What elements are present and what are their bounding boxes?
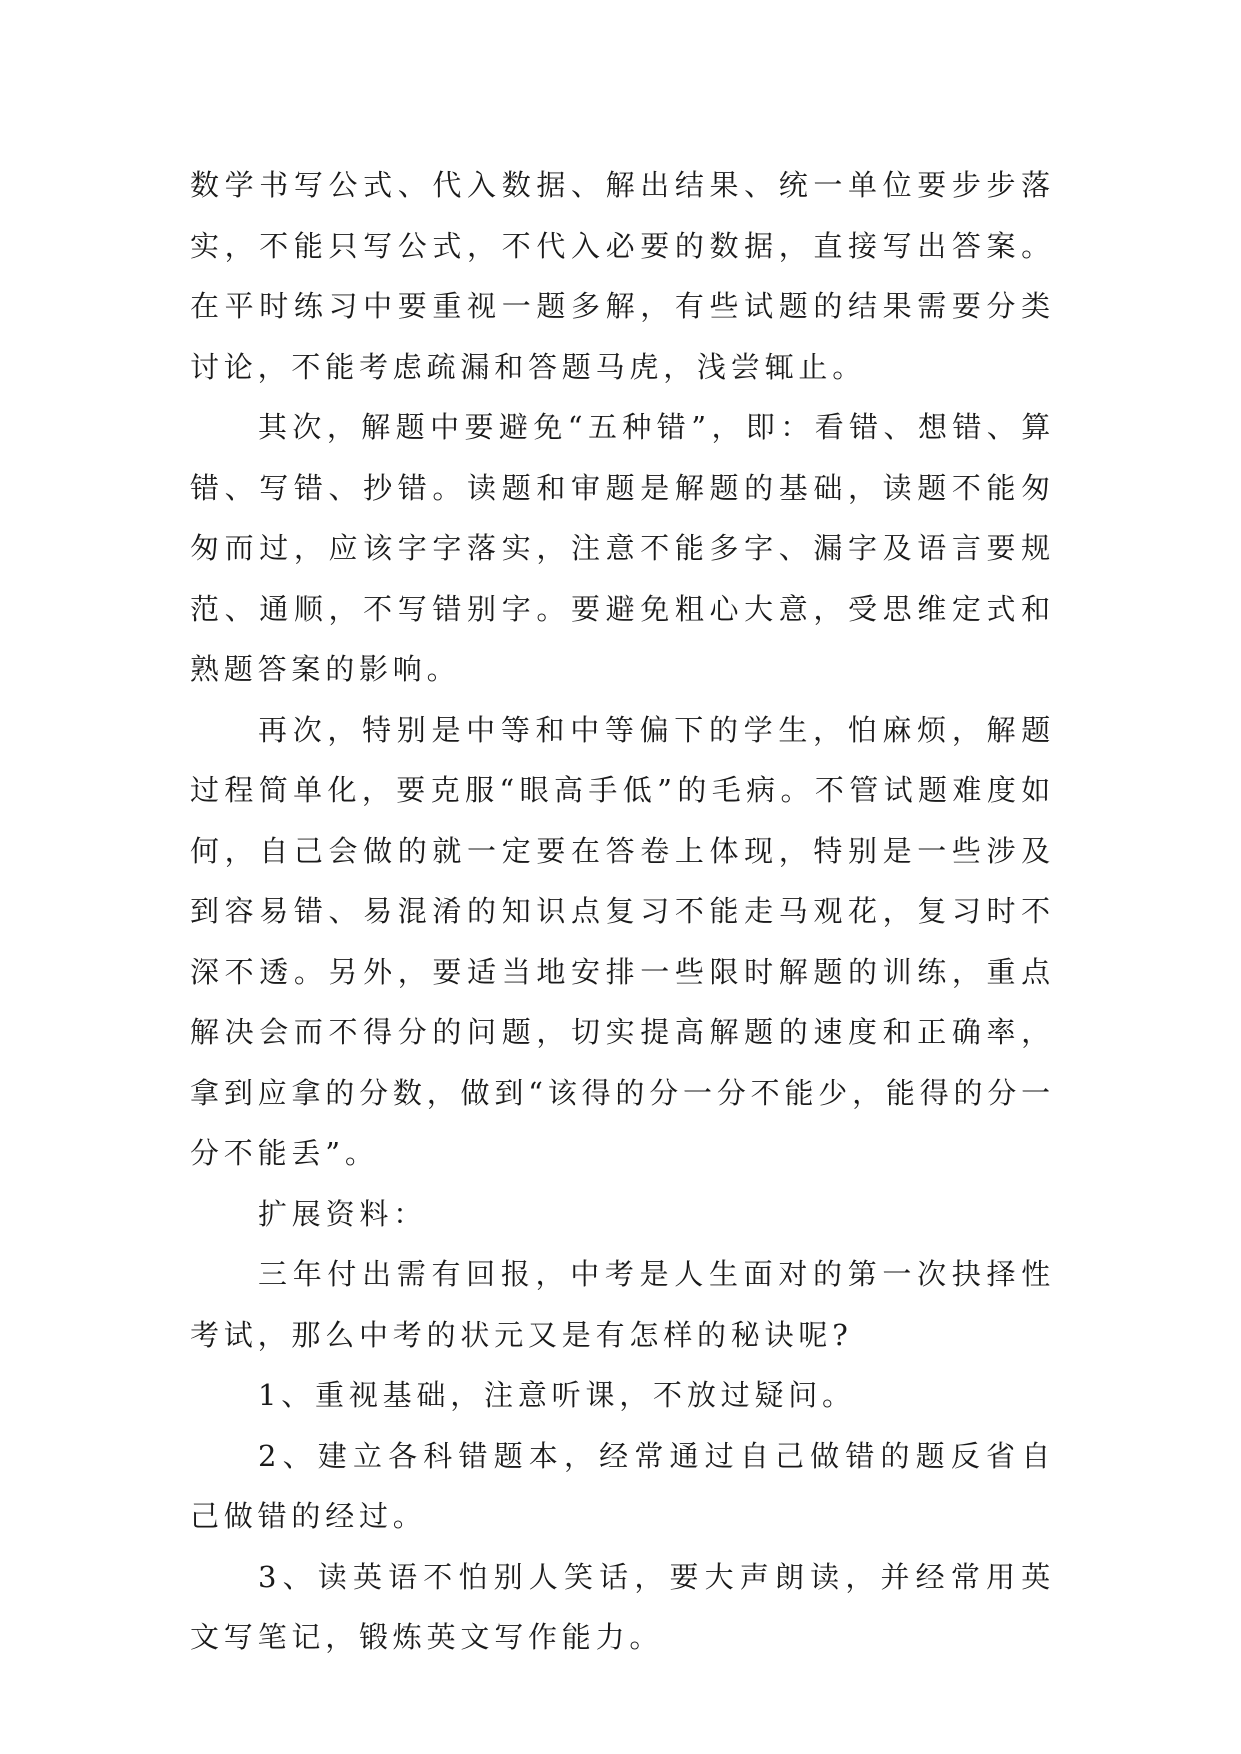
paragraph-1: 数学书写公式、代入数据、解出结果、统一单位要步步落实，不能只写公式，不代入必要的数据，直接写出答案。在平时练习中要重视一题多解，有些试题的结果需要分类讨论，不能考虑疏漏和答题马虎，浅尝辄止。: [190, 168, 1055, 384]
document-body: [190, 155, 1055, 1668]
paragraph-5: 三年付出需有回报，中考是人生面对的第一次抉择性考试，那么中考的状元又是有怎样的秘诀呢?: [190, 1257, 1055, 1352]
paragraph-2: 其次，解题中要避免“五种错”，即：看错、想错、算错、写错、抄错。读题和审题是解题的基础，读题不能匆匆而过，应该字字落实，注意不能多字、漏字及语言要规范、通顺，不写错别字。要避免粗心大意，受思维定式和熟题答案的影响。: [190, 410, 1055, 686]
paragraph-3: 再次，特别是中等和中等偏下的学生，怕麻烦，解题过程简单化，要克服“眼高手低”的毛病。不管试题难度如何，自己会做的就一定要在答卷上体现，特别是一些涉及到容易错、易混淆的知识点复习不能走马观花，复习时不深不透。另外，要适当地安排一些限时解题的训练，重点解决会而不得分的问题，切实提高解题的速度和正确率，拿到应拿的分数，做到“该得的分一分不能少，能得的分一分不能丢”。: [190, 712, 1055, 1170]
paragraph-4: 扩展资料：: [258, 1196, 428, 1231]
paragraph-8: 3、读英语不怕别人笑话，要大声朗读，并经常用英文写笔记，锻炼英文写作能力。: [190, 1559, 1055, 1654]
paragraph-6: 1、重视基础，注意听课，不放过疑问。: [258, 1378, 856, 1412]
paragraph-7: 2、建立各科错题本，经常通过自己做错的题反省自己做错的经过。: [190, 1438, 1055, 1533]
